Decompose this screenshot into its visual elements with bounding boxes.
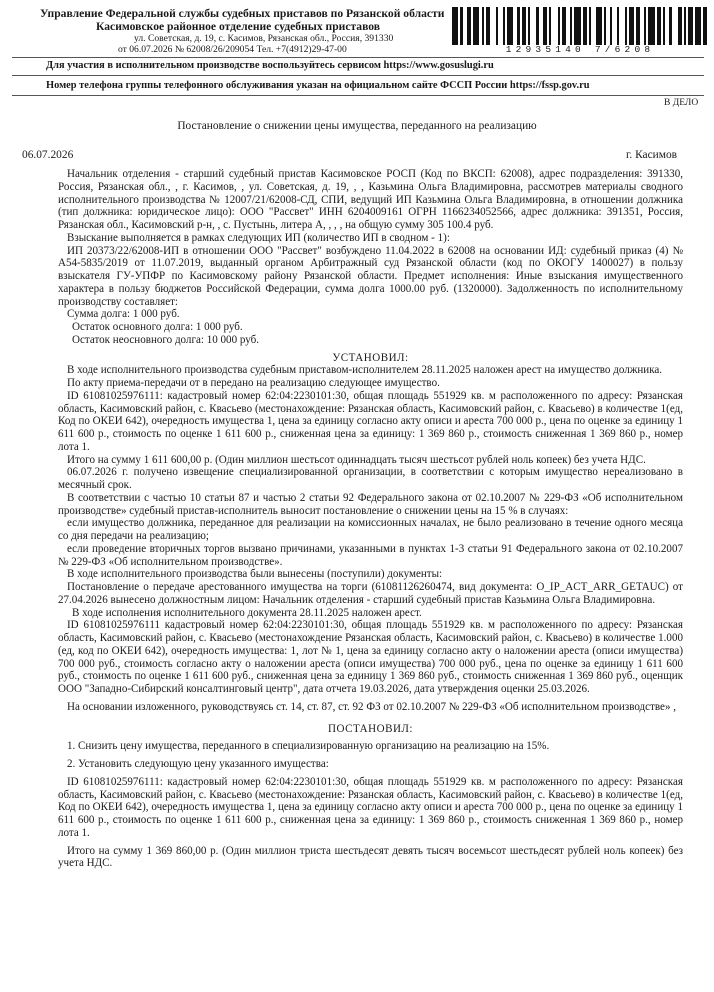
document-date: 06.07.2026 (22, 149, 74, 161)
body-paragraph: 2. Установить следующую цену указанного имущества: (67, 758, 329, 770)
barcode-bar (703, 7, 707, 45)
body-paragraph: В ходе исполнительного производства судебным приставом-исполнителем 28.11.2025 наложен арест на имущество должника. (67, 364, 663, 377)
body-paragraph: 06.07.2026 г. получено извещение специализированной организации, в соответствии с которым имущество нереализовано в месячный срок. (58, 466, 683, 491)
body-paragraph: В ходе исполнения исполнительного документа 28.11.2025 наложен арест. (72, 606, 422, 619)
divider (12, 95, 704, 96)
body-paragraph: В ходе исполнительного производства были вынесены (поступили) документы: (67, 568, 443, 581)
body-paragraph: Остаток неосновного долга: 10 000 руб. (72, 333, 259, 346)
body-paragraph: Итого на сумму 1 611 600,00 р. (Один миллион шестьсот одиннадцать тысяч шестьсот рублей ноль копеек) без учета НДС. (67, 453, 646, 466)
body-paragraph: По акту приема-передачи от в передано на реализацию следующее имущество. (67, 377, 440, 389)
header-org-name: Управление Федеральной службы судебных приставов по Рязанской области (40, 7, 445, 20)
document-city: г. Касимов (626, 149, 678, 161)
gosuslugi-notice: Для участия в исполнительном производстве воспользуйтесь сервисом https://www.gosuslugi.ru (46, 60, 494, 71)
section-heading: УСТАНОВИЛ: (332, 351, 409, 364)
body-paragraph: если имущество должника, переданное для реализации на комиссионных началах, не было реализовано в течение одного месяца со дня передачи на реализацию; (58, 517, 683, 542)
barcode-icon (452, 7, 708, 45)
barcode-number: 12935140 7/6208 (505, 44, 655, 55)
body-paragraph: ID 61081025976111: кадастровый номер 62:04:2230101:30, общая площадь 551929 кв. м расположенного по адресу: Рязанская область, Касимовский район, с. Квасьево (местонахождение: Рязанская область, Касимовский район, с. Квасьево) в количестве 1(ед, Код по ОКЕИ 642), очередность имущества 1, цена за единицу согласно акту описи и ареста 700 000 р., цена по оценке за единицу 1 611 600 р., стоимость по оценке 1 611 600 р., сниженная цена за единицу: 1 369 860 р., стоимость сниженная 1 369 860 р., номер лота 1. (58, 389, 683, 453)
body-paragraph: ID 61081025976111 кадастровый номер 62:04:2230101:30, общая площадь 551929 кв. м расположенного по адресу: Рязанская область, Касимовский район, с. Квасьево (местонахождение Рязанская область, Касимовский район, с. Квасьево) в количестве 1.000 (ед, код по ОКЕИ 642), очередность имущества: 1, лот № 1, цена за единицу согласно акту о наложении ареста (описи имущества) 700 000 руб., стоимость согласно акту о наложении ареста (описи имущества) 700 000 руб., цена по оценке за единицу 1 611 600 руб., стоимость по оценке 1 611 600 руб., сниженная цена за единицу 1 369 860 руб., стоимость сниженная 1 369 860 руб., оценщик ООО "Западно-Сибирский консалтинговый центр", дата отчета 19.03.2026, дата утверждения оценки 25.03.2026. (58, 619, 683, 695)
divider (12, 75, 704, 76)
document-body (58, 168, 683, 870)
body-paragraph: ID 61081025976111: кадастровый номер 62:04:2230101:30, общая площадь 551929 кв. м расположенного по адресу: Рязанская область, Касимовский район, с. Квасьево (местонахождение: Рязанская область, Касимовский район, с. Квасьево) в количестве 1(ед, Код по ОКЕИ 642), очередность имущества 1, цена за единицу согласно акту описи и ареста 700 000 р., цена по оценке за единицу 1 611 600 р., стоимость по оценке 1 611 600 р., сниженная цена за единицу: 1 369 860 р., стоимость сниженная 1 369 860 р., номер лота 1. (58, 775, 683, 839)
body-paragraph: ИП 20373/22/62008-ИП в отношении ООО "Рассвет" возбуждено 11.04.2022 в 62008 на основании ИД: судебный приказ (4) № А54-5835/2019 от 11.07.2019, выданный органом Арбитражный суд Рязанской области (код по ОКОГУ 1400027) в пользу взыскателя ГУ-УПФР по Касимовскому району Рязанской области. Предмет исполнения: Иные взыскания имущественного характера в пользу бюджетов Российской Федерации, сумма долга 1000.00 руб. (1320000). Задолженность по исполнительному производству составляет: (58, 244, 683, 308)
body-paragraph: Итого на сумму 1 369 860,00 р. (Один миллион триста шестьдесят девять тысяч восемьсот шестьдесят рублей ноль копеек) без учета НДС. (58, 844, 683, 870)
header-doc-number: от 06.07.2026 № 62008/26/209054 Тел. +7(4912)29-47-00 (118, 44, 347, 55)
body-paragraph: Постановление о передаче арестованного имущества на торги (61081126260474, вид документа: O_IP_ACT_ARR_GETAUC) от 27.04.2026 вынесено должностным лицом: Начальник отделения - старший судебный пристав Казьмина Ольга Владимировна. (58, 581, 683, 606)
body-paragraph: Сумма долга: 1 000 руб. (67, 308, 180, 321)
body-paragraph: На основании изложенного, руководствуясь ст. 14, ст. 87, ст. 92 ФЗ от 02.10.2007 № 229-ФЗ «Об исполнительном производстве» , (67, 700, 676, 713)
body-paragraph: Остаток основного долга: 1 000 руб. (72, 321, 243, 333)
section-heading: ПОСТАНОВИЛ: (328, 722, 413, 735)
body-paragraph: Взыскание выполняется в рамках следующих ИП (количество ИП в сводном - 1): (67, 231, 450, 244)
spacer (58, 714, 683, 723)
body-paragraph: Начальник отделения - старший судебный пристав Касимовское РОСП (Код по ВКСП: 62008), адрес подразделения: 391330, Россия, Рязанская обл., , г. Касимов, , ул. Советская, д. 19, , , Казьмина Ольга Владимировна, рассмотрев материалы сводного исполнительного производства № 12007/21/62008-СД, СПИ, ведущий ИП Казьмина Ольга Владимировна, в отношении должника (тип должника: юридическое лицо): ООО "Рассвет" ИНН 6204009161 ОГРН 1166234052566, адрес должника: 391351, Россия, Рязанская обл., Касимовский р-н, , с. Пустынь, литера А, , , , на общую сумму 305 100.4 руб. (58, 168, 683, 231)
phone-notice: Номер телефона группы телефонного обслуживания указан на официальном сайте ФССП России https://fssp.gov.ru (46, 80, 590, 91)
case-stamp: В ДЕЛО (664, 98, 699, 108)
header-address: ул. Советская, д. 19, с. Касимов, Рязанская обл., Россия, 391330 (134, 33, 394, 44)
body-paragraph: В соответствии с частью 10 статьи 87 и частью 2 статьи 92 Федерального закона от 02.10.2007 № 229-ФЗ «Об исполнительном производстве» судебный пристав-исполнитель выносит постановление о снижении цены на 15 % в случаях: (58, 491, 683, 517)
document-title: Постановление о снижении цены имущества, переданного на реализацию (177, 120, 537, 132)
header-department: Касимовское районное отделение судебных приставов (96, 20, 381, 33)
body-paragraph: 1. Снизить цену имущества, переданного в специализированную организацию на реализацию на 15%. (67, 740, 550, 753)
body-paragraph: если проведение вторичных торгов вызвано причинами, указанными в пунктах 1-3 статьи 91 Федерального закона от 02.10.2007 № 229-ФЗ «Об исполнительном производстве». (58, 542, 683, 568)
divider (12, 57, 704, 58)
